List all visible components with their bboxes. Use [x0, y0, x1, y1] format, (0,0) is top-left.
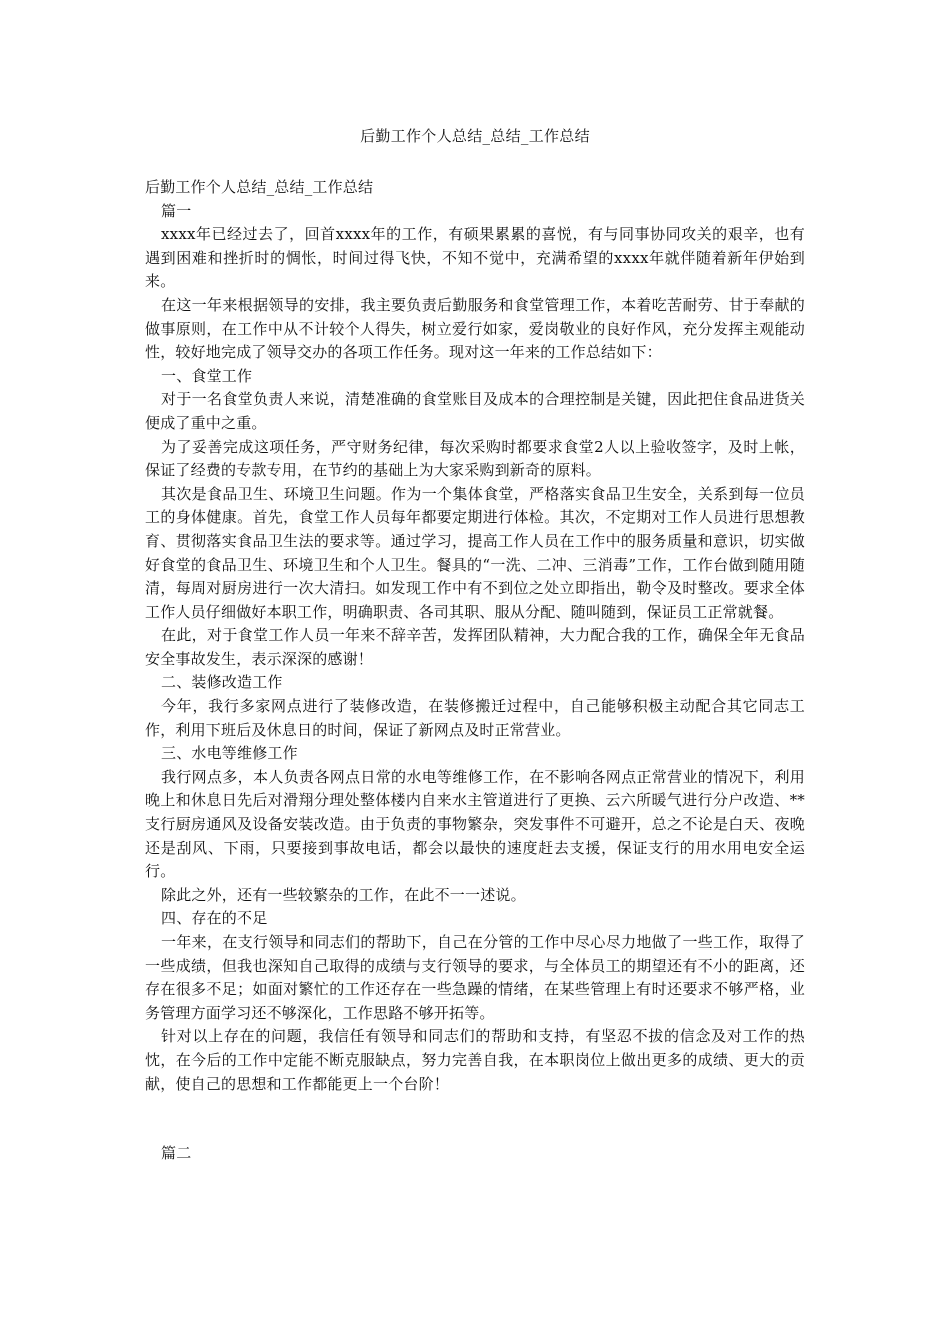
paragraph-outlook: 针对以上存在的问题，我信任有领导和同志们的帮助和支持，有坚忍不拔的信念及对工作的热忱，在今后的工作中定能不断克服缺点，努力完善自我，在本职岗位上做出更多的成绩、更大的贡献，使自己的思想和工作都能更上一个台阶！ — [145, 1027, 805, 1093]
document-subtitle: 后勤工作个人总结_总结_工作总结 — [145, 178, 374, 196]
document-body — [145, 176, 805, 1166]
paragraph-shortcomings: 一年来，在支行领导和同志们的帮助下，自己在分管的工作中尽心尽力地做了一些工作，取得了一些成绩，但我也深知自己取得的成绩与支行领导的要求，与全体员工的期望还有不小的距离，还存在很多不足；如面对繁忙的工作还存在一些急躁的情绪，在某些管理上有时还要求不够严格，业务管理方面学习还不够深化，工作思路不够开拓等。 — [145, 933, 805, 1022]
paragraph-canteen-purchase: 为了妥善完成这项任务，严守财务纪律，每次采购时都要求食堂2人以上验收签字，及时上帐，保证了经费的专款专用，在节约的基础上为大家采购到新奇的原料。 — [145, 437, 805, 480]
paragraph-renovation: 今年，我行多家网点进行了装修改造，在装修搬迁过程中，自己能够积极主动配合其它同志工作，利用下班后及休息日的时间，保证了新网点及时正常营业。 — [145, 697, 805, 739]
paragraph-canteen-thanks: 在此，对于食堂工作人员一年来不辞辛苦，发挥团队精神，大力配合我的工作，确保全年无食品安全事故发生，表示深深的感谢！ — [145, 626, 805, 668]
section-gap — [145, 1096, 805, 1142]
part-heading-2: 篇二 — [161, 1144, 192, 1163]
section-heading-maintenance: 三、水电等维修工作 — [161, 744, 298, 763]
part-heading-1: 篇一 — [161, 201, 192, 220]
paragraph-overview: 在这一年来根据领导的安排，我主要负责后勤服务和食堂管理工作，本着吃苦耐劳、甘于奉献的做事原则，在工作中从不计较个人得失，树立爱行如家，爱岗敬业的良好作风，充分发挥主观能动性，较好地完成了领导交办的各项工作任务。现对这一年来的工作总结如下： — [145, 295, 805, 362]
paragraph-maintenance: 我行网点多，本人负责各网点日常的水电等维修工作，在不影响各网点正常营业的情况下，利用晚上和休息日先后对滑翔分理处整体楼内自来水主管道进行了更换、云六所暖气进行分户改造、**支行厨房通风及设备安装改造。由于负责的事物繁杂，突发事件不可避开，总之不论是白天、夜晚还是刮风、下雨，只要接到事故电话，都会以最快的速度赶去支援，保证支行的用水用电安全运行。 — [145, 767, 805, 881]
paragraph-canteen-hygiene: 其次是食品卫生、环境卫生问题。作为一个集体食堂，严格落实食品卫生安全，关系到每一位员工的身体健康。首先，食堂工作人员每年都要定期进行体检。其次，不定期对工作人员进行思想教育、贯彻落实食品卫生法的要求等。通过学习，提高工作人员在工作中的服务质量和意识，切实做好食堂的食品卫生、环境卫生和个人卫生。餐具的“一洗、二冲、三消毒”工作，工作台做到随用随清，每周对厨房进行一次大清扫。如发现工作中有不到位之处立即指出，勒令及时整改。要求全体工作人员仔细做好本职工作，明确职责、各司其职、服从分配、随叫随到，保证员工正常就餐。 — [145, 484, 805, 621]
section-heading-canteen: 一、食堂工作 — [161, 366, 253, 385]
paragraph-other-work: 除此之外，还有一些较繁杂的工作，在此不一一述说。 — [161, 885, 526, 904]
paragraph-intro: xxxx年已经过去了，回首xxxx年的工作，有硕果累累的喜悦，有与同事协同攻关的艰辛，也有遇到困难和挫折时的惆怅，时间过得飞快，不知不觉中，充满希望的xxxx年就伴随着新年伊始到来。 — [145, 225, 805, 291]
paragraph-canteen-accounts: 对于一名食堂负责人来说，清楚准确的食堂账目及成本的合理控制是关键，因此把住食品进货关便成了重中之重。 — [145, 390, 805, 432]
section-heading-renovation: 二、装修改造工作 — [161, 673, 283, 692]
page-title: 后勤工作个人总结_总结_工作总结 — [360, 127, 590, 145]
section-heading-shortcomings: 四、存在的不足 — [161, 909, 268, 928]
